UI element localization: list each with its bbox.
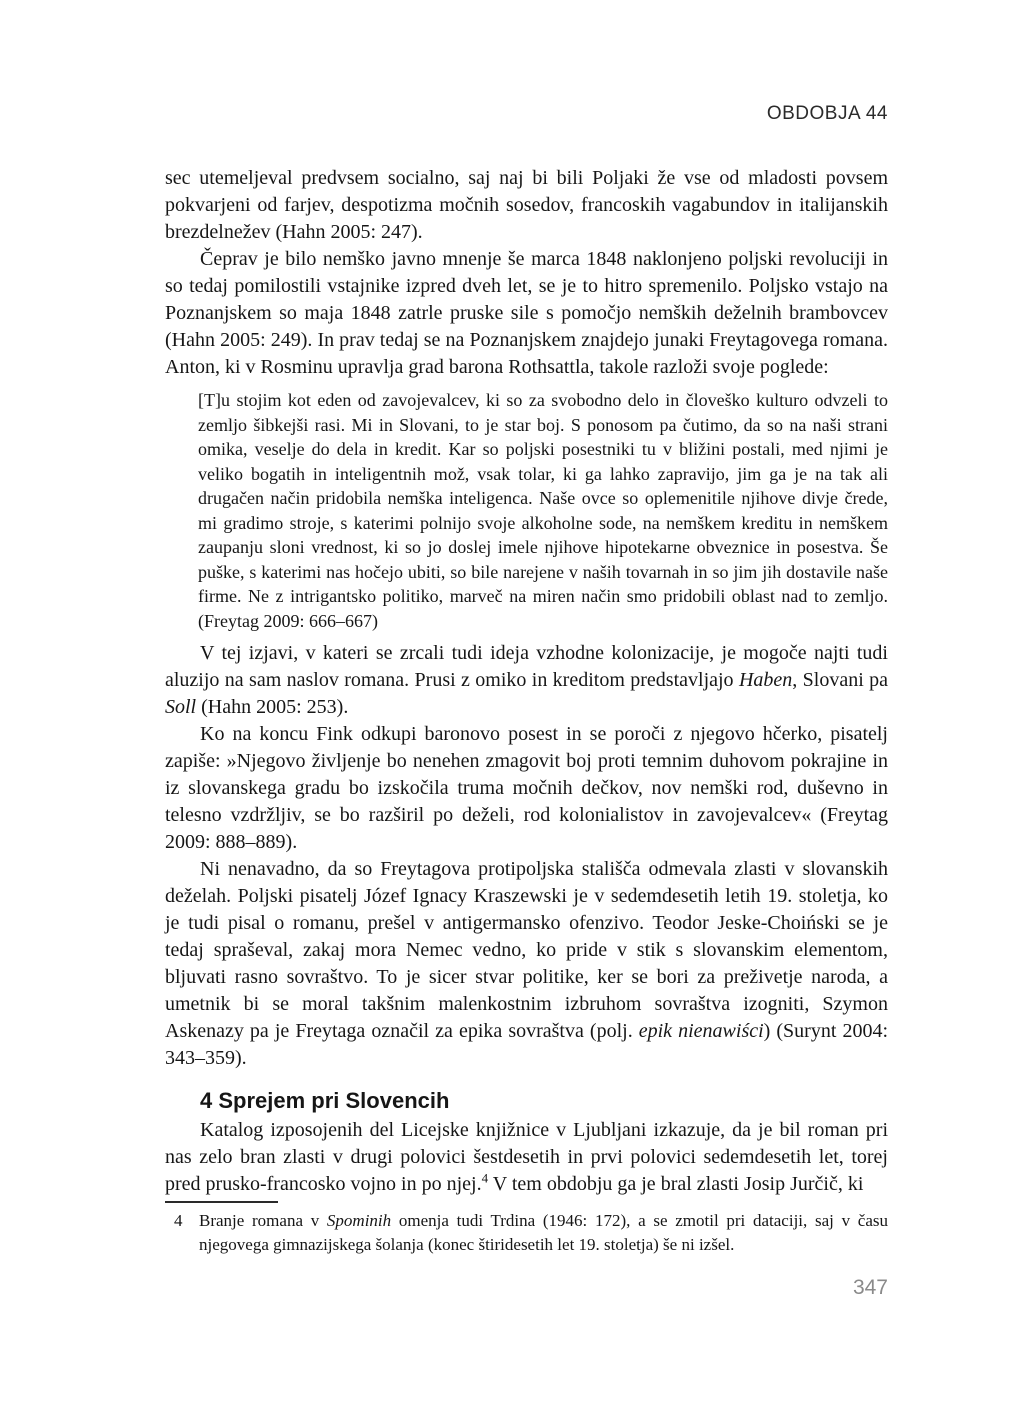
footnote-number: 4 <box>174 1211 183 1230</box>
footnote <box>165 1209 888 1257</box>
footnote-separator-rule <box>165 1201 278 1203</box>
paragraph-izjava: V tej izjavi, v kateri se zrcali tudi ideja vzhodne kolonizacije, je mogoče najti tudi aluzijo na sam naslov romana. Prusi z omiko in kreditom predstavljajo Haben, Slovani pa Soll (Hahn 2005: 253). <box>165 642 888 718</box>
paragraph-katalog: Katalog izposojenih del Licejske knjižnice v Ljubljani izkazuje, da je bil roman pri nas zelo bran zlasti v drugi polovici šestdesetih in prvi polovici sedemdesetih let, torej pred prusko-francosko vojno in po njej.$^4$ V tem obdobju ga je bral zlasti Josip Jurčič, ki <box>165 1119 888 1195</box>
footnote-text: Branje romana v Spominih omenja tudi Trdina (1946: 172), a se zmotil pri dataciji, saj v času njegovega gimnazijskega šolanja (konec štiridesetih let 19. stoletja) še ni izšel. <box>199 1211 888 1254</box>
paragraph-fink: Ko na koncu Fink odkupi baronovo posest in se poroči z njegovo hčerko, pisatelj zapiše: »Njegovo življenje bo nenehen zmagovit boj proti temnim duhovom pokrajine in iz slovanskega gradu bo izskočila truma močnih dečkov, nov nemški rod, duševno in telesno vzdržljiv, se bo razširil po deželi, rod kolonialistov in zavojevalcev« (Freytag 2009: 888–889). <box>165 723 888 853</box>
section-heading: 4 Sprejem pri Slovencih <box>200 1088 450 1113</box>
article-text-block <box>165 165 888 1198</box>
running-header: OBDOBJA 44 <box>766 103 888 124</box>
blockquote-freytag: [T]u stojim kot eden od zavojevalcev, ki so za svobodno delo in človeško kulturo odvzeli to zemljo šibkejši rasi. Mi in Slovani, to je star boj. S ponosom pa čutimo, da so na naši strani omika, veselje do dela in kredit. Kar so poljski posestniki tu v bližini postali, med njimi je veliko bogatih in inteligentnih mož, vsak tolar, ki ga lahko zapravijo, jim ga je na tak ali drugačen način pridobila nemška inteligenca. Naše ovce so oplemenitile njihove divje črede, mi gradimo stroje, s katerimi polnijo svoje alkoholne sode, na nemškem kreditu in nemškem zaupanju sloni vrednost, ki so jo doslej imele njihove hipotekarne obveznice in posestva. Še puške, s katerimi nas hočejo ubiti, so bile narejene v naših tovarnah in so jim jih dostavile naše firme. Ne z intrigantsko politiko, marveč na miren način smo pridobili oblast nad to zemljo. (Freytag 2009: 666–667) <box>198 390 888 631</box>
paragraph-ni-nenavadno: Ni nenavadno, da so Freytagova protipoljska stališča odmevala zlasti v slovanskih deželah. Poljski pisatelj Józef Ignacy Kraszewski je v sedemdesetih letih 19. stoletja, ko je tudi pisal o romanu, prešel v antigermansko ofenzivo. Teodor Jeske-Choiński se je tedaj spraševal, zakaj mora Nemec vedno, ko pride v stik s slovanskim elementom, bljuvati rasno sovraštvo. To je sicer stvar politike, ker se bori za preživetje naroda, a umetnik bi se moral takšnim malenkostnim izbruhom sovraštva izogniti, Szymon Askenazy pa je Freytaga označil za epika sovraštva (polj. epik nienawiści) (Surynt 2004: 343–359). <box>165 858 888 1069</box>
page-number: 347 <box>852 1276 888 1299</box>
paragraph-continued: sec utemeljeval predvsem socialno, saj naj bi bili Poljaki že vse od mladosti povsem pokvarjeni od farjev, despotizma močnih sosedov, francoskih vagabundov in italijanskih brezdelnežev (Hahn 2005: 247). <box>165 167 888 243</box>
paragraph-ceprav: Čeprav je bilo nemško javno mnenje še marca 1848 naklonjeno poljski revoluciji in so tedaj pomilostili vstajnike izpred dveh let, se je to hitro spremenilo. Poljsko vstajo na Poznanjskem so maja 1848 zatrle pruske sile s pomočjo nemških deželnih brambovcev (Hahn 2005: 249). In prav tedaj se na Poznanjskem znajdejo junaki Freytagovega romana. Anton, ki v Rosminu upravlja grad barona Rothsattla, takole razloži svoje poglede: <box>165 248 888 378</box>
